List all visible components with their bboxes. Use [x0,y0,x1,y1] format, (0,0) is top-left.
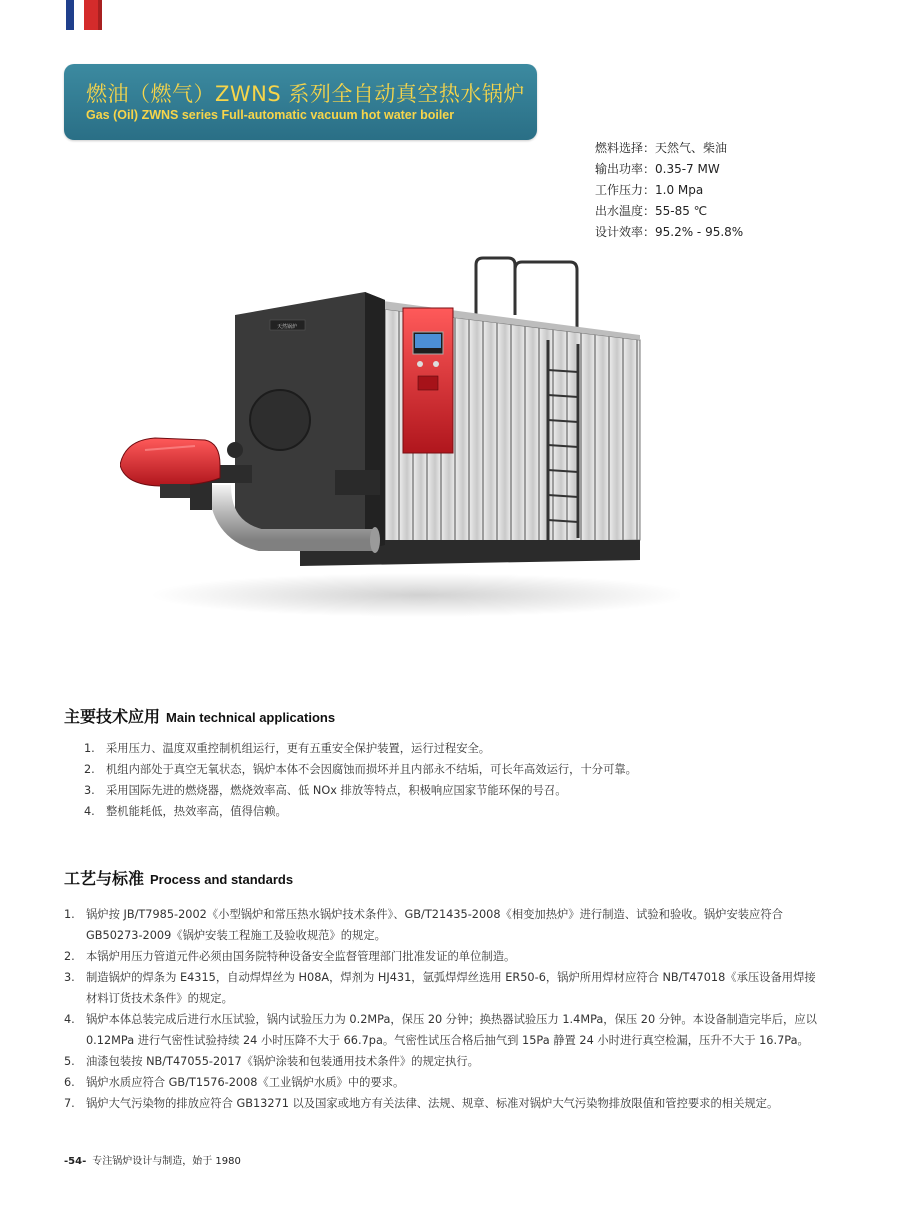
section2-title-en: Process and standards [150,872,294,887]
list-item: 4. 锅炉本体总装完成后进行水压试验，锅内试验压力为 0.2MPa，保压 20 分钟；换热器试验压力 1.4MPa，保压 20 分钟。本设备制造完毕后，应以 0.12MPa 进行气密性试验持续 24 小时压降不大于 66.7pa。气密性试压合格后抽气到 15Pa 静置 24 小时进行真空检漏，压升不大于 16.7Pa。 [64,1013,817,1047]
boiler-product-image [120,240,680,620]
title-chinese: 燃油（燃气）ZWNS 系列全自动真空热水锅炉 [86,82,525,106]
flag-stripe-blue [66,0,74,30]
list-item: 4. 整机能耗低，热效率高，值得信赖。 [84,805,287,818]
title-english: Gas (Oil) ZWNS series Full-automatic vacuum hot water boiler [86,108,455,122]
nameplate-text: 天然锅炉 [276,324,298,330]
list-item: 2. 本锅炉用压力管道元件必须由国务院特种设备安全监督管理部门批准发证的单位制造。 [64,950,516,963]
list-item: 1. 锅炉按 JB/T7985-2002《小型锅炉和常压热水锅炉技术条件》、GB/T21435-2008《相变加热炉》进行制造、试验和验收。锅炉安装应符合 GB50273-2009《锅炉安装工程施工及验收规范》的规定。 [64,908,783,942]
flag-stripe-dark-red [98,0,102,30]
flag-stripe-red [84,0,98,30]
applications-list [64,738,824,822]
spec-fuel: 燃料选择：天然气、柴油 [595,141,728,155]
title-banner [64,64,537,140]
spec-power: 输出功率：0.35-7 MW [595,162,720,176]
list-item: 2. 机组内部处于真空无氧状态，锅炉本体不会因腐蚀而损坏并且内部永不结垢，可长年高效运行，十分可靠。 [84,763,637,776]
list-item: 7. 锅炉大气污染物的排放应符合 GB13271 以及国家或地方有关法律、法规、规章、标准对锅炉大气污染物排放限值和管控要求的相关规定。 [64,1097,779,1110]
boiler-illustration [120,240,680,620]
footer-slogan: 专注锅炉设计与制造，始于 1980 [92,1156,241,1167]
section-main-applications-heading [64,704,335,727]
spec-efficiency: 设计效率：95.2% - 95.8% [595,225,744,239]
list-item: 3. 采用国际先进的燃烧器，燃烧效率高、低 NOx 排放等特点，积极响应国家节能环保的号召。 [84,784,567,797]
page-footer [64,1152,241,1167]
list-item: 5. 油漆包装按 NB/T47055-2017《锅炉涂装和包装通用技术条件》的规定执行。 [64,1055,479,1068]
flag-stripe-white [74,0,84,30]
section-process-standards-heading [64,866,293,889]
list-item: 6. 锅炉水质应符合 GB/T1576-2008《工业锅炉水质》中的要求。 [64,1076,405,1089]
section1-title-cn: 主要技术应用 [64,707,161,726]
spec-pressure: 工作压力：1.0 Mpa [595,183,704,197]
list-item: 3. 制造锅炉的焊条为 E4315，自动焊焊丝为 H08A，焊剂为 HJ431，氩弧焊焊丝选用 ER50-6，锅炉所用焊材应符合 NB/T47018《承压设备用焊接材料订货技术条件》的规定。 [64,971,816,1005]
section2-title-cn: 工艺与标准 [64,869,145,888]
page-number: -54- [64,1156,87,1167]
spec-list [595,138,743,243]
standards-list [64,904,826,1114]
section1-title-en: Main technical applications [166,710,336,725]
spec-temperature: 出水温度：55-85 ℃ [595,204,708,218]
list-item: 1. 采用压力、温度双重控制机组运行，更有五重安全保护装置，运行过程安全。 [84,742,491,755]
